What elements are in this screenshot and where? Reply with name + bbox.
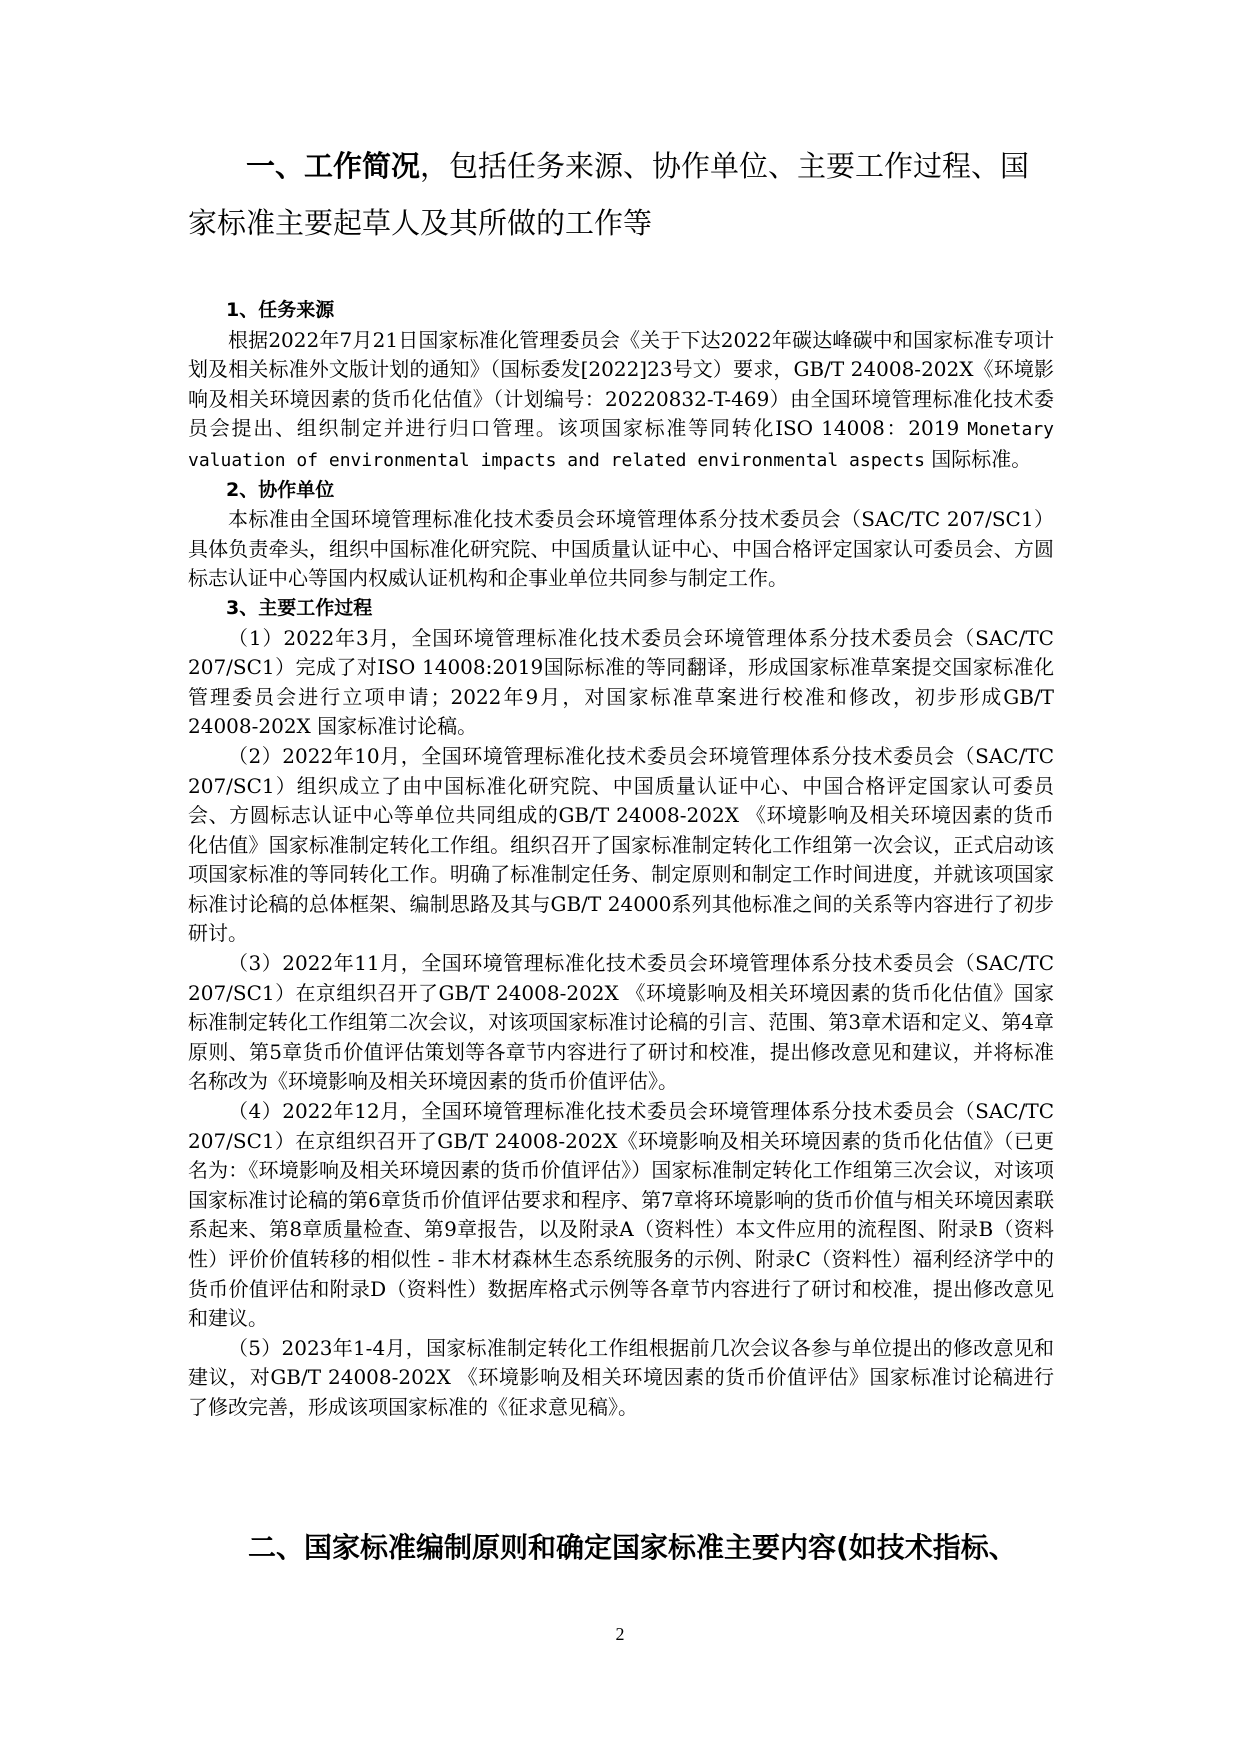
process-item-3: （3）2022年11月，全国环境管理标准化技术委员会环境管理体系分技术委员会（SAC/TC 207/SC1）在京组织召开了GB/T 24008-202X 《环境影响及相关环境因素的货币化估值》国家标准制定转化工作组第二次会议，对该项国家标准讨论稿的引言、范围、第3章术语和定义、第4章原则、第5章货币价值评估策划等各章节内容进行了研讨和校准，提出修改意见和建议，并将标准名称改为《环境影响及相关环境因素的货币价值评估》。 <box>188 951 1054 1094</box>
cooperation-paragraph: 本标准由全国环境管理标准化技术委员会环境管理体系分技术委员会（SAC/TC 207/SC1）具体负责牵头，组织中国标准化研究院、中国质量认证中心、中国合格评定国家认可委员会、方圆标志认证中心等国内权威认证机构和企事业单位共同参与制定工作。 <box>188 507 1054 591</box>
section-1-heading-bold: 一、工作简况 <box>246 149 421 183</box>
task-source-text-b: 国际标准。 <box>931 446 1032 471</box>
task-source-paragraph <box>188 326 1054 476</box>
section-1-heading <box>188 138 1058 252</box>
task-source-text-english: Monetary valuation of environmental impacts and related environmental aspects <box>188 419 1054 471</box>
section-2-heading: 二、国家标准编制原则和确定国家标准主要内容(如技术指标、 <box>248 1531 1017 1564</box>
process-item-1: （1）2022年3月，全国环境管理标准化技术委员会环境管理体系分技术委员会（SAC/TC 207/SC1）完成了对ISO 14008:2019国际标准的等同翻译，形成国家标准草案提交国家标准化管理委员会进行立项申请；2022年9月，对国家标准草案进行校准和修改，初步形成GB/T 24008-202X 国家标准讨论稿。 <box>188 625 1054 739</box>
page-number: 2 <box>615 1624 625 1644</box>
process-item-2: （2）2022年10月，全国环境管理标准化技术委员会环境管理体系分技术委员会（SAC/TC 207/SC1）组织成立了由中国标准化研究院、中国质量认证中心、中国合格评定国家认可委员会、方圆标志认证中心等单位共同组成的GB/T 24008-202X 《环境影响及相关环境因素的货币化估值》国家标准制定转化工作组。组织召开了国家标准制定转化工作组第一次会议，正式启动该项国家标准的等同转化工作。明确了标准制定任务、制定原则和制定工作时间进度，并就该项国家标准讨论稿的总体框架、编制思路及其与GB/T 24000系列其他标准之间的关系等内容进行了初步研讨。 <box>188 743 1054 946</box>
task-source-text-a: 根据2022年7月21日国家标准化管理委员会《关于下达2022年碳达峰碳中和国家标准专项计划及相关标准外文版计划的通知》（国标委发[2022]23号文）要求，GB/T 24008-202X《环境影响及相关环境因素的货币化估值》（计划编号：20220832-T-469）由全国环境管理标准化技术委员会提出、组织制定并进行归口管理。该项国家标准等同转化ISO 14008：2019 <box>188 327 1054 441</box>
process-title: 3、主要工作过程 <box>226 596 373 619</box>
process-item-4: （4）2022年12月，全国环境管理标准化技术委员会环境管理体系分技术委员会（SAC/TC 207/SC1）在京组织召开了GB/T 24008-202X《环境影响及相关环境因素的货币化估值》（已更名为：《环境影响及相关环境因素的货币价值评估》）国家标准制定转化工作组第三次会议，对该项国家标准讨论稿的第6章货币价值评估要求和程序、第7章将环境影响的货币价值与相关环境因素联系起来、第8章质量检查、第9章报告，以及附录A（资料性）本文件应用的流程图、附录B（资料性）评价价值转移的相似性 - 非木材森林生态系统服务的示例、附录C（资料性）福利经济学中的货币价值评估和附录D（资料性）数据库格式示例等各章节内容进行了研讨和校准，提出修改意见和建议。 <box>188 1099 1054 1331</box>
task-source-title: 1、任务来源 <box>226 299 335 321</box>
main-content <box>188 296 1054 1423</box>
cooperation-title: 2、协作单位 <box>226 478 335 501</box>
section-1-heading-rest: ，包括任务来源、协作单位、主要工作过程、国家标准主要起草人及其所做的工作等 <box>188 149 1030 240</box>
process-item-5: （5）2023年1-4月，国家标准制定转化工作组根据前几次会议各参与单位提出的修改意见和建议，对GB/T 24008-202X 《环境影响及相关环境因素的货币价值评估》国家标准讨论稿进行了修改完善，形成该项国家标准的《征求意见稿》。 <box>188 1335 1054 1419</box>
